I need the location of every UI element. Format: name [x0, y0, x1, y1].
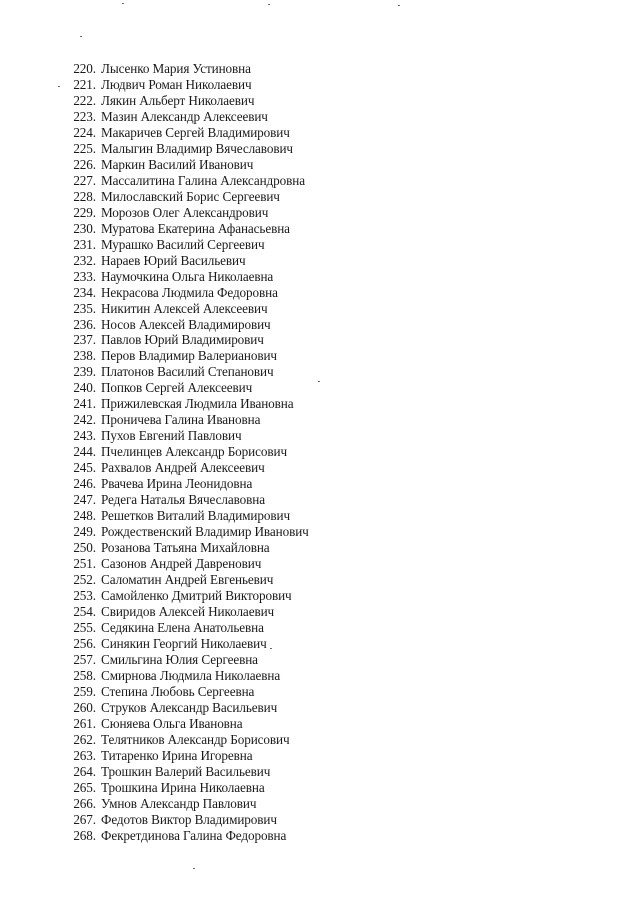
item-number: 265. — [73, 779, 96, 795]
scan-speck — [270, 648, 272, 649]
item-number: 261. — [73, 715, 96, 731]
person-name: Сюняева Ольга Ивановна — [101, 715, 243, 731]
item-number: 250. — [73, 540, 96, 556]
list-item — [60, 540, 309, 556]
person-name: Степина Любовь Сергеевна — [101, 683, 255, 699]
item-number: 264. — [73, 763, 96, 779]
list-item — [60, 748, 309, 764]
list-item — [60, 460, 309, 476]
item-number: 226. — [73, 156, 96, 172]
item-number: 253. — [73, 587, 96, 603]
item-number: 262. — [73, 731, 96, 747]
person-name: Рождественский Владимир Иванович — [101, 524, 309, 540]
person-name: Смильгина Юлия Сергеевна — [101, 651, 258, 667]
person-name: Платонов Василий Степанович — [101, 364, 274, 380]
scan-speck — [122, 3, 124, 4]
item-number: 222. — [73, 92, 96, 108]
person-name: Струков Александр Васильевич — [101, 699, 278, 715]
item-number: 246. — [73, 476, 96, 492]
list-item — [60, 556, 309, 572]
list-item — [60, 301, 309, 317]
item-number: 259. — [73, 683, 96, 699]
item-number: 239. — [73, 364, 96, 380]
person-name: Редега Наталья Вячеславовна — [101, 492, 265, 508]
list-item — [60, 61, 309, 77]
person-name: Павлов Юрий Владимирович — [101, 332, 264, 348]
list-item — [60, 364, 309, 380]
list-item — [60, 764, 309, 780]
item-number: 231. — [73, 236, 96, 252]
person-name: Наумочкина Ольга Николаевна — [101, 268, 274, 284]
person-name: Некрасова Людмила Федоровна — [101, 284, 278, 300]
list-item — [60, 317, 309, 333]
list-item — [60, 604, 309, 620]
person-name: Маркин Василий Иванович — [101, 156, 254, 172]
list-item — [60, 141, 309, 157]
item-number: 230. — [73, 220, 96, 236]
person-name: Пчелинцев Александр Борисович — [101, 444, 287, 460]
item-number: 249. — [73, 524, 96, 540]
item-number: 255. — [73, 619, 96, 635]
list-item — [60, 109, 309, 125]
item-number: 234. — [73, 284, 96, 300]
item-number: 245. — [73, 460, 96, 476]
list-item — [60, 93, 309, 109]
item-number: 238. — [73, 348, 96, 364]
list-item — [60, 620, 309, 636]
person-name: Розанова Татьяна Михайловна — [101, 540, 270, 556]
person-name: Лякин Альберт Николаевич — [101, 92, 255, 108]
item-number: 242. — [73, 412, 96, 428]
person-name: Никитин Алексей Алексеевич — [101, 300, 268, 316]
person-name: Сазонов Андрей Давренович — [101, 556, 262, 572]
person-name: Трошкин Валерий Васильевич — [101, 763, 271, 779]
list-item — [60, 780, 309, 796]
item-number: 223. — [73, 108, 96, 124]
person-name: Рахвалов Андрей Алексеевич — [101, 460, 265, 476]
person-name: Мазин Александр Алексеевич — [101, 108, 268, 124]
item-number: 232. — [73, 252, 96, 268]
list-item — [60, 189, 309, 205]
person-name: Людвич Роман Николаевич — [101, 76, 252, 92]
person-name: Морозов Олег Александрович — [101, 204, 269, 220]
list-item — [60, 285, 309, 301]
list-item — [60, 428, 309, 444]
item-number: 229. — [73, 204, 96, 220]
item-number: 221. — [73, 76, 96, 92]
person-name: Рвачева Ирина Леонидовна — [101, 476, 253, 492]
list-item — [60, 812, 309, 828]
item-number: 263. — [73, 747, 96, 763]
person-name: Мурашко Василий Сергеевич — [101, 236, 265, 252]
item-number: 254. — [73, 603, 96, 619]
person-name: Проничева Галина Ивановна — [101, 412, 261, 428]
person-name: Телятников Александр Борисович — [101, 731, 290, 747]
list-item — [60, 380, 309, 396]
item-number: 225. — [73, 140, 96, 156]
person-name: Попков Сергей Алексеевич — [101, 380, 253, 396]
item-number: 247. — [73, 492, 96, 508]
scan-speck — [268, 4, 270, 5]
person-name: Титаренко Ирина Игоревна — [101, 747, 253, 763]
list-item — [60, 588, 309, 604]
list-item — [60, 221, 309, 237]
list-item — [60, 652, 309, 668]
item-number: 233. — [73, 268, 96, 284]
list-item — [60, 77, 309, 93]
list-item — [60, 508, 309, 524]
list-item — [60, 269, 309, 285]
item-number: 266. — [73, 795, 96, 811]
person-name: Решетков Виталий Владимирович — [101, 508, 290, 524]
list-item — [60, 476, 309, 492]
item-number: 240. — [73, 380, 96, 396]
list-item — [60, 716, 309, 732]
list-item — [60, 700, 309, 716]
person-name: Смирнова Людмила Николаевна — [101, 667, 281, 683]
item-number: 235. — [73, 300, 96, 316]
scan-speck — [80, 36, 82, 37]
person-name: Перов Владимир Валерианович — [101, 348, 277, 364]
scan-speck — [318, 381, 320, 382]
list-item — [60, 348, 309, 364]
person-name: Пухов Евгений Павлович — [101, 428, 242, 444]
person-name: Умнов Александр Павлович — [101, 795, 257, 811]
person-name: Свиридов Алексей Николаевич — [101, 603, 275, 619]
item-number: 258. — [73, 667, 96, 683]
person-name: Федотов Виктор Владимирович — [101, 811, 277, 827]
list-item — [60, 636, 309, 652]
item-number: 256. — [73, 635, 96, 651]
person-name: Лысенко Мария Устиновна — [101, 61, 251, 76]
list-item — [60, 492, 309, 508]
list-item — [60, 332, 309, 348]
item-number: 243. — [73, 428, 96, 444]
item-number: 252. — [73, 572, 96, 587]
person-name: Милославский Борис Сергеевич — [101, 188, 280, 204]
list-item — [60, 205, 309, 221]
item-number: 267. — [73, 811, 96, 827]
item-number: 241. — [73, 396, 96, 412]
scan-speck — [193, 868, 195, 869]
scan-speck — [398, 5, 400, 6]
person-name: Носов Алексей Владимирович — [101, 316, 271, 332]
item-number: 248. — [73, 508, 96, 524]
item-number: 268. — [73, 827, 96, 843]
person-name: Макаричев Сергей Владимирович — [101, 124, 290, 140]
list-item — [60, 796, 309, 812]
list-item — [60, 125, 309, 141]
item-number: 257. — [73, 651, 96, 667]
list-item — [60, 237, 309, 253]
name-list — [60, 61, 309, 843]
list-item — [60, 572, 309, 588]
item-number: 251. — [73, 556, 96, 572]
item-number: 237. — [73, 332, 96, 348]
list-item — [60, 444, 309, 460]
list-item — [60, 732, 309, 748]
person-name: Седякина Елена Анатольевна — [101, 619, 264, 635]
list-item — [60, 253, 309, 269]
person-name: Самойленко Дмитрий Викторович — [101, 587, 292, 603]
list-item — [60, 157, 309, 173]
item-number: 236. — [73, 316, 96, 332]
list-item — [60, 524, 309, 540]
person-name: Массалитина Галина Александровна — [101, 172, 305, 188]
person-name: Саломатин Андрей Евгеньевич — [101, 572, 274, 587]
list-item — [60, 828, 309, 844]
item-number: 220. — [73, 61, 96, 76]
list-item — [60, 684, 309, 700]
item-number: 228. — [73, 188, 96, 204]
person-name: Фекретдинова Галина Федоровна — [101, 827, 287, 843]
item-number: 224. — [73, 124, 96, 140]
person-name: Синякин Георгий Николаевич — [101, 635, 267, 651]
person-name: Малыгин Владимир Вячеславович — [101, 140, 293, 156]
scan-speck — [58, 86, 60, 87]
person-name: Нараев Юрий Васильевич — [101, 252, 246, 268]
person-name: Прижилевская Людмила Ивановна — [101, 396, 294, 412]
item-number: 227. — [73, 172, 96, 188]
list-item — [60, 412, 309, 428]
item-number: 260. — [73, 699, 96, 715]
list-item — [60, 668, 309, 684]
list-item — [60, 396, 309, 412]
person-name: Трошкина Ирина Николаевна — [101, 779, 265, 795]
item-number: 244. — [73, 444, 96, 460]
list-item — [60, 173, 309, 189]
person-name: Муратова Екатерина Афанасьевна — [101, 220, 290, 236]
